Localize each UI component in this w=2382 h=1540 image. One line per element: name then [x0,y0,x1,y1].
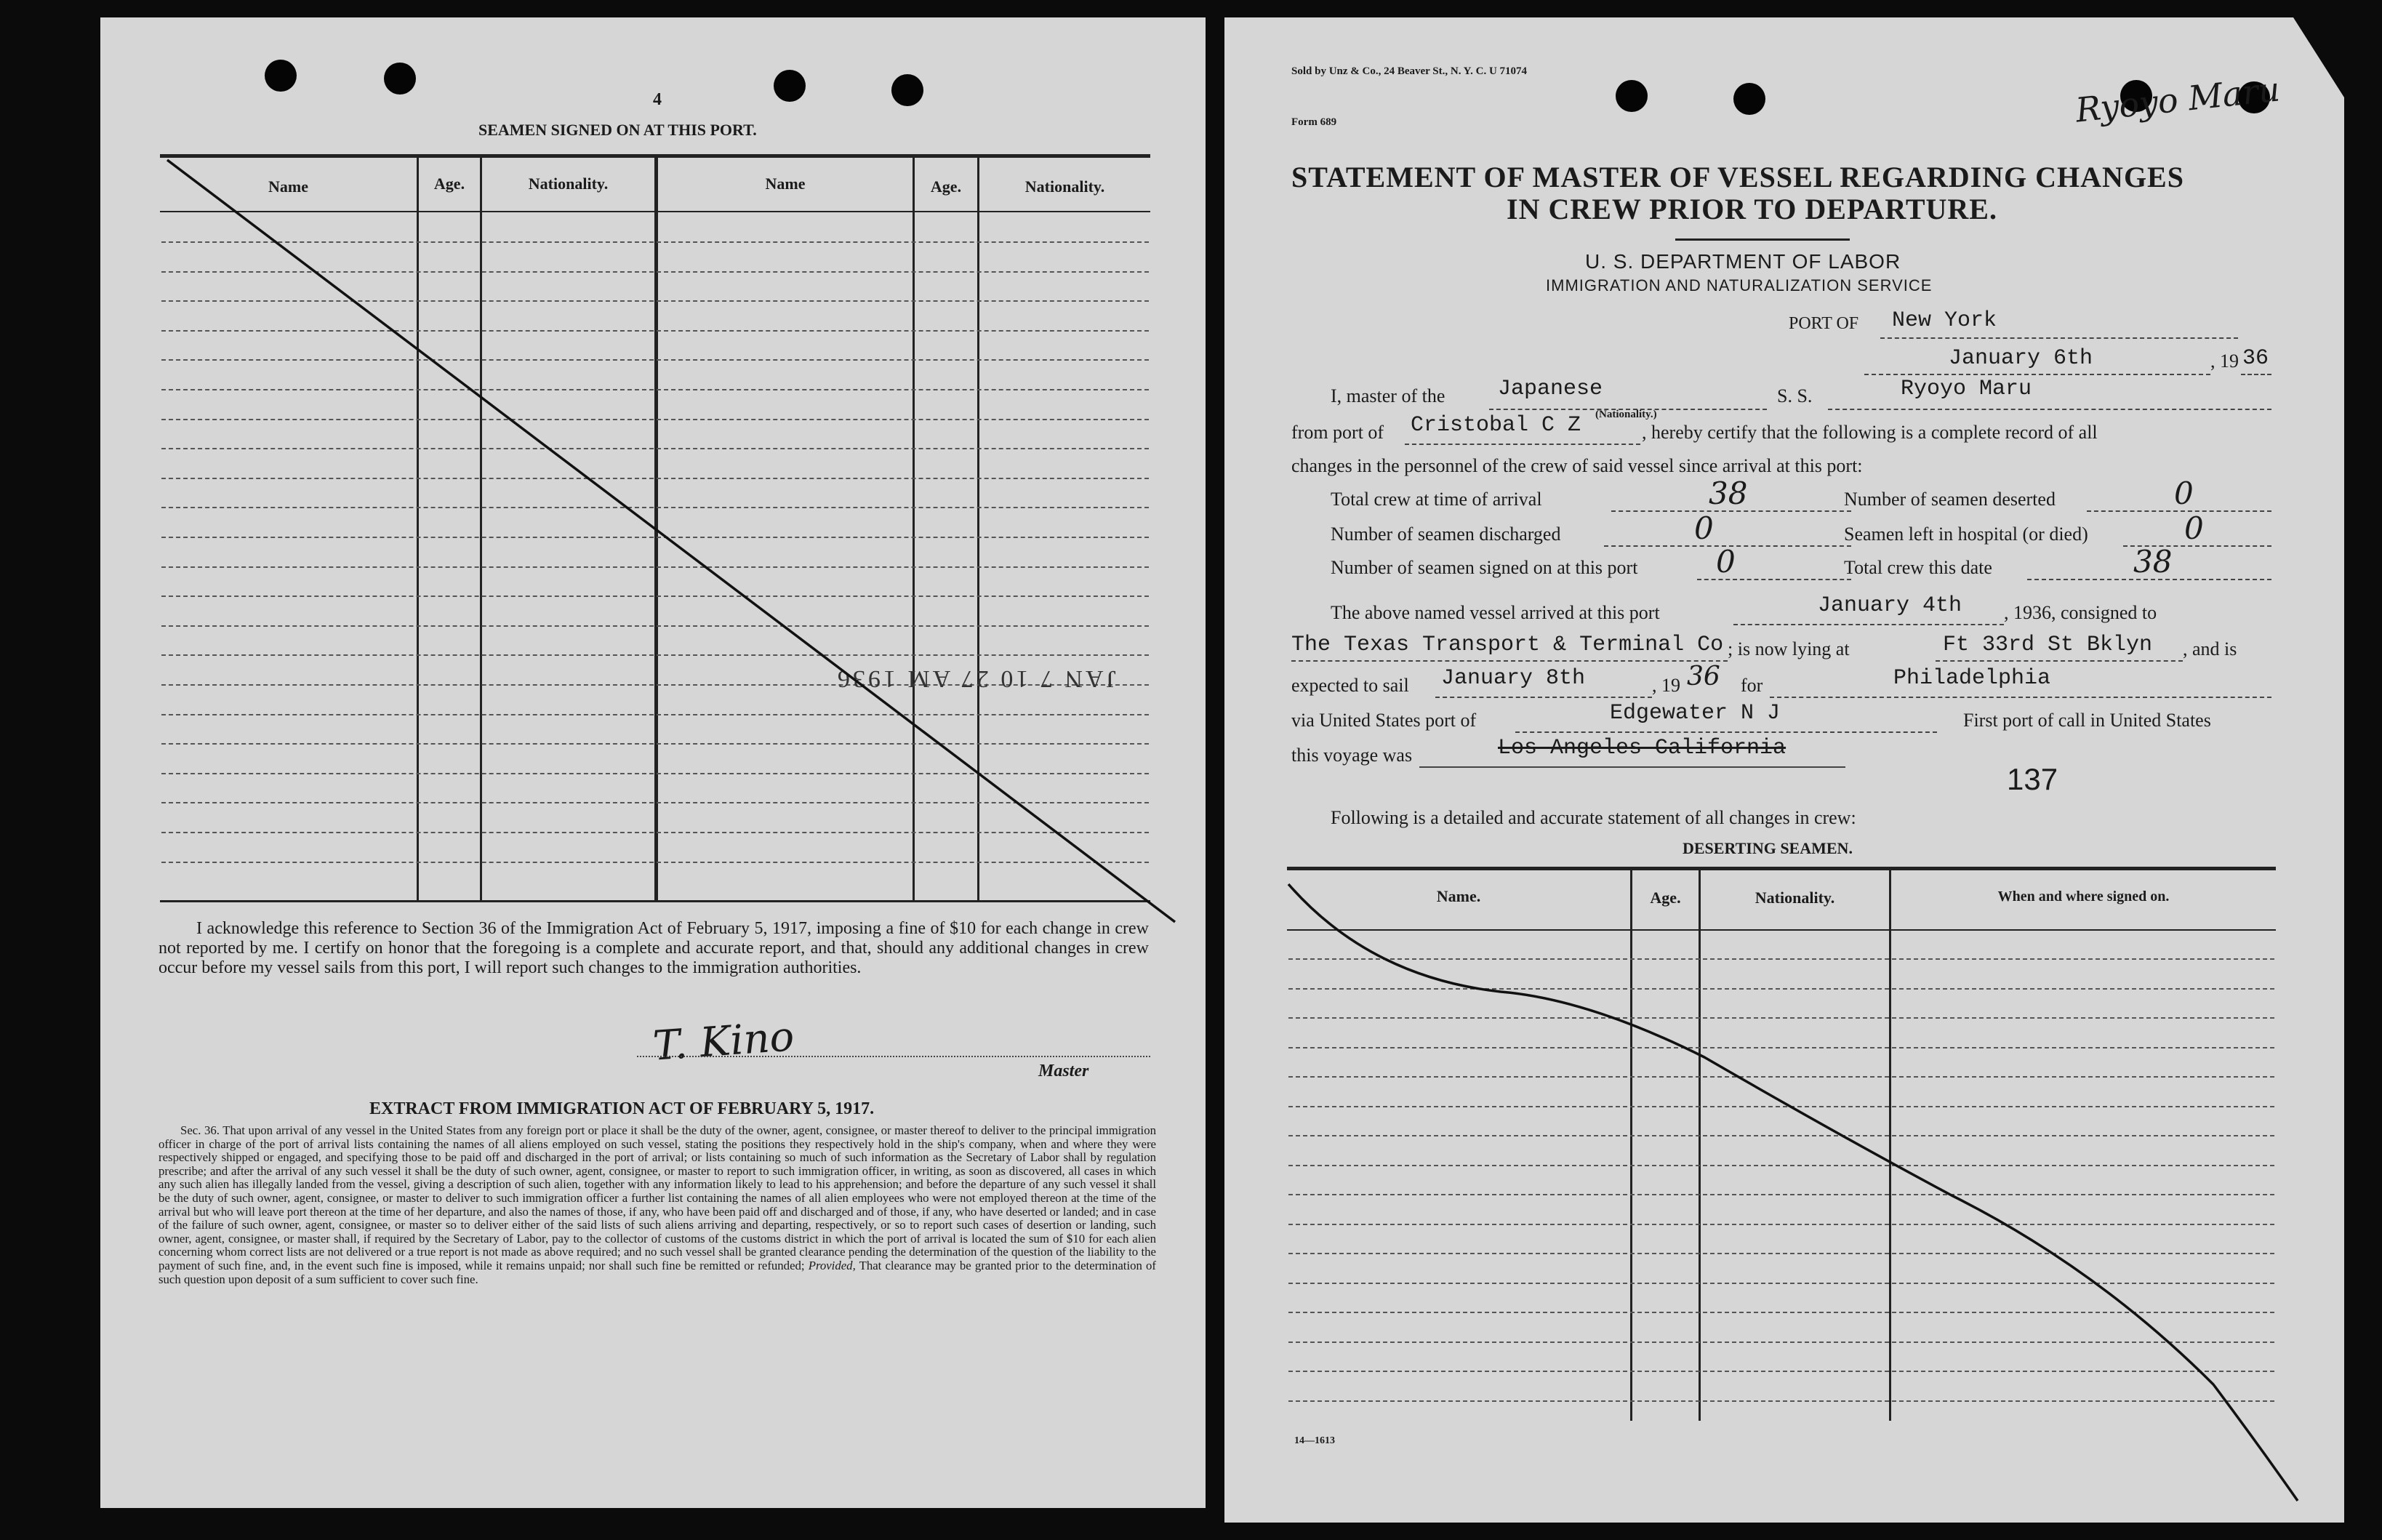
hospital-label: Seamen left in hospital (or died) [1844,524,2088,545]
expected-year-prefix: , 19 [1652,675,1680,696]
signed-on-label: Number of seamen signed on at this port [1331,557,1638,578]
extract-body: That upon arrival of any vessel in the United States from any foreign port or place it shall be the duty of the owner, agent, consignee, or master thereof to deliver to the principal immigration officer in charge of the port of arrival lists containing the names of all aliens employed on such vessel, stating the positions they respectively hold in the ship's company, when and where they were respectively shipped or engaged, and specifying those to be paid off and discharged in the port of arrival; or lists containing so much of such information as the Secretary of Labor shall by regulation prescribe; and after the arrival of any such vessel it shall be the duty of such owner, agent, consignee, or master to report to such immigration officer, in writing, as soon as discovered, all cases in which any such alien has illegally landed from the vessel, giving a description of such alien, together with any information likely to lead to his apprehension; and before the departure of any such vessel it shall be the duty of such owner, agent, consignee, or master to deliver to such immigration officer a further list containing the names of all alien employees who were not employed thereon at the time of the arrival but who will leave port thereon at the time of her departure, and also the names of those, if any, who have been paid off and discharged and of those, if any, who have deserted or landed; and in case of the failure of such owner, agent, consignee, or master so to deliver either of the said lists of such aliens arriving and departing, respectively, or so to report such cases of desertion or landing, such owner, agent, consignee, or master shall, if required by the Secretary of Labor, pay to the collector of customs of the customs district in which the port of arrival is located the sum of $10 for each alien concerning whom correct lists are not delivered or a true report is not made as above required; and no such vessel shall be granted clearance pending the determination of the question of the liability to the payment of such fine, and, in the event such fine is imposed, while it remains unpaid; nor shall such fine be remitted or refunded; [159,1123,1156,1272]
arrived-year: , 1936, consigned to [2004,602,2157,623]
lying-label: ; is now lying at [1728,638,1850,659]
deserted-value: 0 [2174,476,2194,511]
from-port-value: Cristobal C Z [1411,413,1581,438]
lying-value: Ft 33rd St Bklyn [1943,633,2153,657]
right-page [1224,17,2344,1523]
expected-label: expected to sail [1291,675,1409,696]
total-arrival-value: 38 [1709,476,1748,511]
master-of-the-label: I, master of the [1331,385,1445,406]
from-port-label: from port of [1291,422,1384,443]
port-of-label: PORT OF [1789,314,1859,333]
column-header-nationality: Nationality. [1755,889,1835,907]
column-header-age: Age. [1650,889,1681,907]
column-header-nationality: Nationality. [528,175,609,193]
form-number: Form 689 [1291,116,1337,128]
cancel-line [1224,17,2344,1523]
changes-text: changes in the personnel of the crew of said vessel since arrival at this port: [1291,455,1863,476]
master-label: Master [1038,1062,1089,1080]
date-value: January 6th [1949,346,2093,371]
signature-line [637,1056,1150,1057]
nationality-value: Japanese [1498,377,1603,401]
column-header-nationality: Nationality. [1024,177,1105,196]
cancel-line [100,17,1206,963]
form-title-line2: IN CREW PRIOR TO DEPARTURE. [1507,193,1997,225]
signed-on-value: 0 [1716,544,1736,579]
column-header-name: Name. [1436,887,1481,905]
year-prefix: , 19 [2210,350,2239,372]
acknowledgement-text: I acknowledge this reference to Section 36 of the Immigration Act of February 5, 1917, imposing a fine of $10 for each change in crew not reported by me. I certify on honor that the foregoing is a complete and accurate report, and that, should any additional changes in crew occur before my vessel sails from this port, I will report such changes to the immigration authorities. [159,919,1149,977]
column-header-name: Name [765,175,806,193]
voyage-value: Los Angeles California [1498,736,1786,761]
form-title-line1: STATEMENT OF MASTER OF VESSEL REGARDING CHANGES [1291,161,2184,193]
master-signature: T. Kino [651,1013,796,1070]
deserting-title: DESERTING SEAMEN. [1683,839,1853,857]
total-date-value: 38 [2133,544,2173,579]
deserted-label: Number of seamen deserted [1844,489,2056,510]
ss-label: S. S. [1777,385,1813,406]
first-port-label: First port of call in United States [1963,710,2211,731]
column-header-age: Age. [433,175,465,193]
column-header-signed-on: When and where signed on. [1997,889,2170,905]
extract-text [159,1124,1156,1286]
extract-tail: That clearance may be granted prior to the determination of such question upon deposit of a sum sufficient to cover such fine. [159,1258,1156,1286]
department: U. S. DEPARTMENT OF LABOR [1585,250,1901,273]
extract-label: Sec. 36. [180,1123,220,1137]
discharged-label: Number of seamen discharged [1331,524,1561,545]
total-arrival-label: Total crew at time of arrival [1331,489,1542,510]
voyage-label: this voyage was [1291,745,1413,766]
expected-year-value: 36 [1687,662,1720,691]
consignee-value: The Texas Transport & Terminal Co [1291,633,1724,657]
service: IMMIGRATION AND NATURALIZATION SERVICE [1546,276,1933,294]
printer-line: Sold by Unz & Co., 24 Beaver St., N. Y. C. U 71074 [1291,65,1528,77]
section-title: SEAMEN SIGNED ON AT THIS PORT. [478,121,757,139]
and-is-label: , and is [2183,638,2237,659]
nationality-caption: (Nationality.) [1595,409,1657,420]
extract-proviso: Provided, [808,1258,856,1272]
via-value: Edgewater N J [1610,701,1781,726]
port-of-value: New York [1892,308,1997,333]
date-stamp: JAN 7 10 27 AM 1936 [835,665,1116,692]
footer-code: 14—1613 [1294,1435,1335,1446]
via-label: via United States port of [1291,710,1477,731]
ship-name: Ryoyo Maru [1901,377,2032,401]
certify-text: , hereby certify that the following is a complete record of all [1642,422,2098,443]
page-number: 4 [653,90,662,109]
left-page [100,17,1206,1508]
page-stamp-number: 137 [2007,762,2058,796]
hospital-value: 0 [2184,510,2204,546]
total-date-label: Total crew this date [1844,557,1992,578]
column-header-age: Age. [930,177,962,196]
expected-value: January 8th [1441,666,1586,691]
arrived-value: January 4th [1818,593,1962,618]
column-header-name: Name [268,177,308,196]
following-text: Following is a detailed and accurate statement of all changes in crew: [1331,807,1856,828]
year-value: 36 [2242,346,2269,371]
corner-note: Ryoyo Maru [2073,69,2282,130]
extract-title: EXTRACT FROM IMMIGRATION ACT OF FEBRUARY 5, 1917. [369,1099,875,1118]
for-label: for [1741,675,1763,696]
arrived-label: The above named vessel arrived at this port [1331,602,1660,623]
for-value: Philadelphia [1893,666,2051,691]
discharged-value: 0 [1694,510,1714,546]
